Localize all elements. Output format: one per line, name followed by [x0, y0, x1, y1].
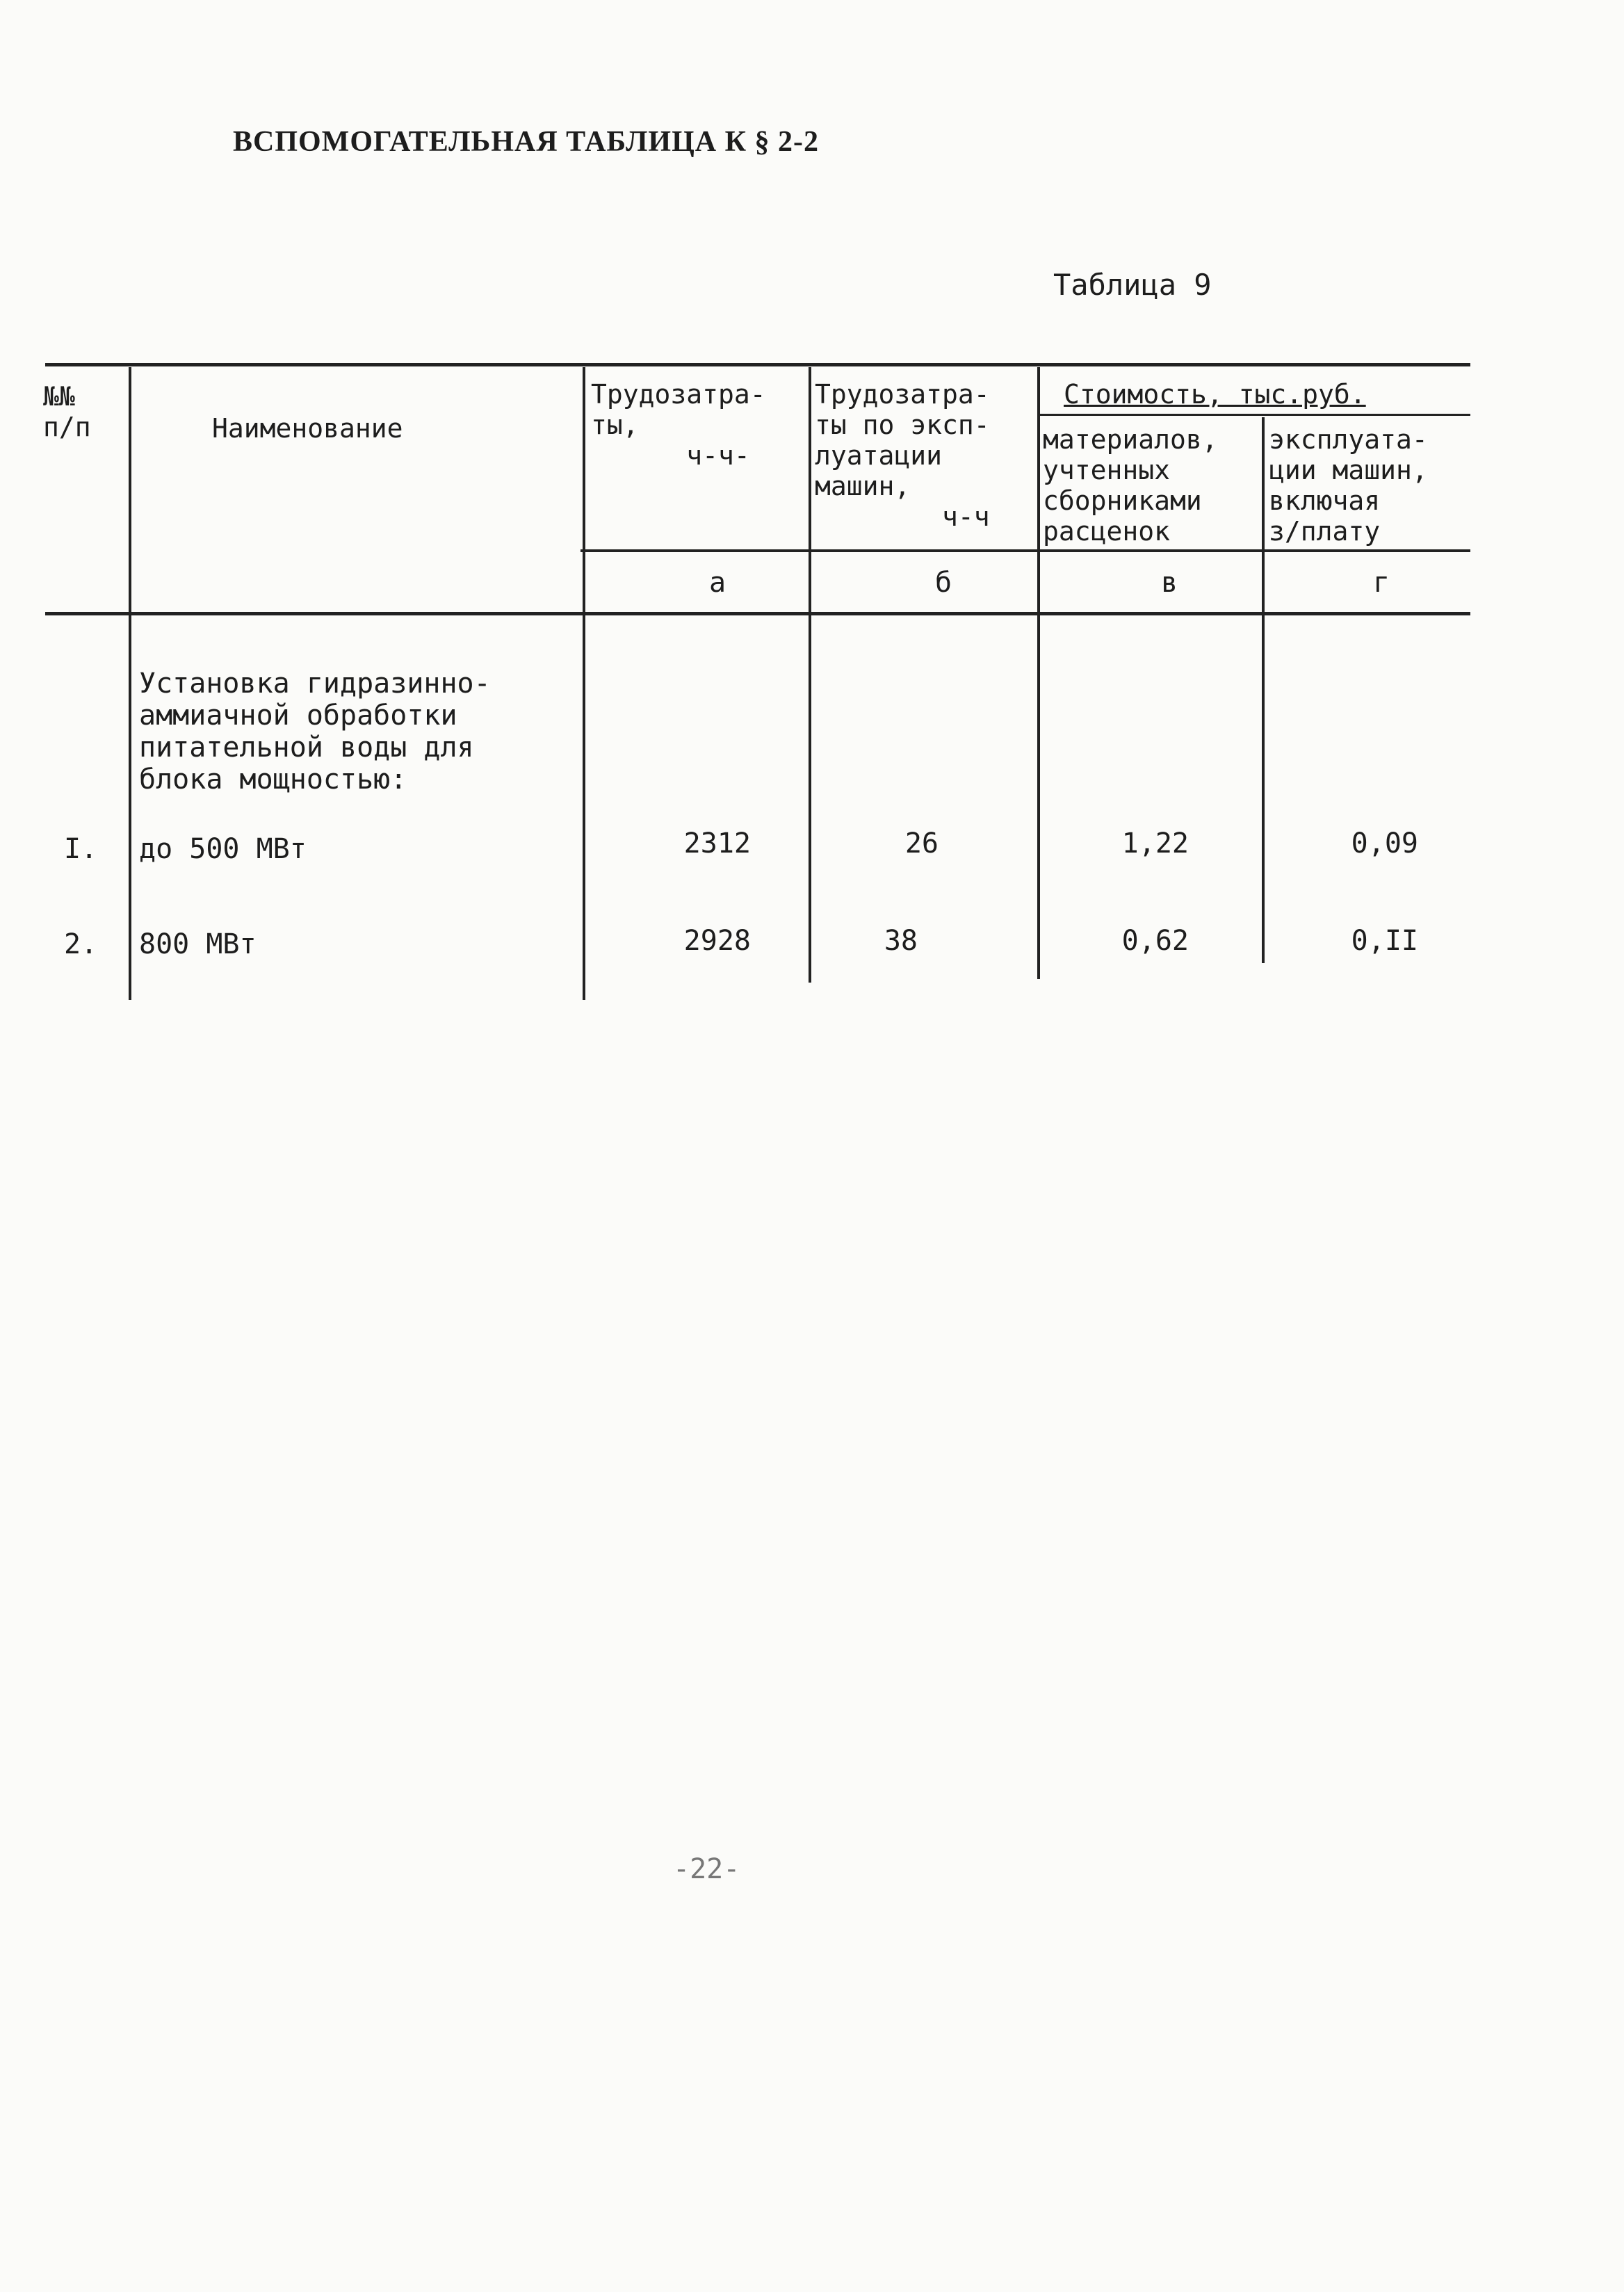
row-2-materials: 0,62 — [1121, 925, 1189, 957]
col-letter-g: г — [1373, 567, 1390, 599]
row-1-name: до 500 МВт — [139, 833, 307, 865]
header-machine-labor: Трудозатра- ты по эксп- луатации машин, ч-ч — [815, 379, 990, 532]
table-label: Таблица 9 — [1053, 268, 1212, 302]
col-letter-b: б — [935, 567, 952, 599]
header-machines: эксплуата- ции машин, включая з/плату — [1269, 424, 1428, 547]
table-top-rule — [45, 363, 1470, 366]
col-rule-3 — [809, 367, 811, 983]
row-1-machine-labor: 26 — [904, 828, 939, 860]
row-2-machines: 0,II — [1351, 925, 1418, 957]
document-title: ВСПОМОГАТЕЛЬНАЯ ТАБЛИЦА К § 2-2 — [233, 126, 820, 158]
header-labor: Трудозатра- ты, ч-ч- — [591, 379, 766, 471]
row-1-machines: 0,09 — [1351, 828, 1418, 860]
header-num: №№ п/п — [43, 381, 91, 442]
col-rule-4 — [1037, 367, 1040, 979]
row-2-labor: 2928 — [683, 925, 751, 957]
row-2-machine-labor: 38 — [884, 925, 918, 957]
row-2-num: 2. — [64, 928, 98, 960]
col-letter-a: а — [709, 567, 726, 599]
cost-header-rule — [1039, 414, 1470, 416]
col-rule-1 — [129, 367, 131, 1000]
header-divider-rule — [580, 549, 1470, 552]
col-rule-2 — [583, 367, 585, 1000]
header-name: Наименование — [212, 413, 403, 444]
col-letter-v: в — [1161, 567, 1178, 599]
row-1-materials: 1,22 — [1121, 828, 1189, 860]
col-rule-5 — [1262, 417, 1265, 963]
row-1-labor: 2312 — [683, 828, 751, 860]
page-number: -22- — [673, 1853, 740, 1885]
row-1-num: I. — [64, 833, 98, 865]
section-title: Установка гидразинно- аммиачной обработки питательной воды для блока мощностью: — [139, 668, 491, 796]
row-2-name: 800 МВт — [139, 928, 257, 960]
header-bottom-rule — [45, 612, 1470, 615]
header-materials: материалов, учтенных сборниками расценок — [1043, 424, 1218, 547]
header-cost-group: Стоимость, тыс.руб. — [1064, 379, 1366, 410]
